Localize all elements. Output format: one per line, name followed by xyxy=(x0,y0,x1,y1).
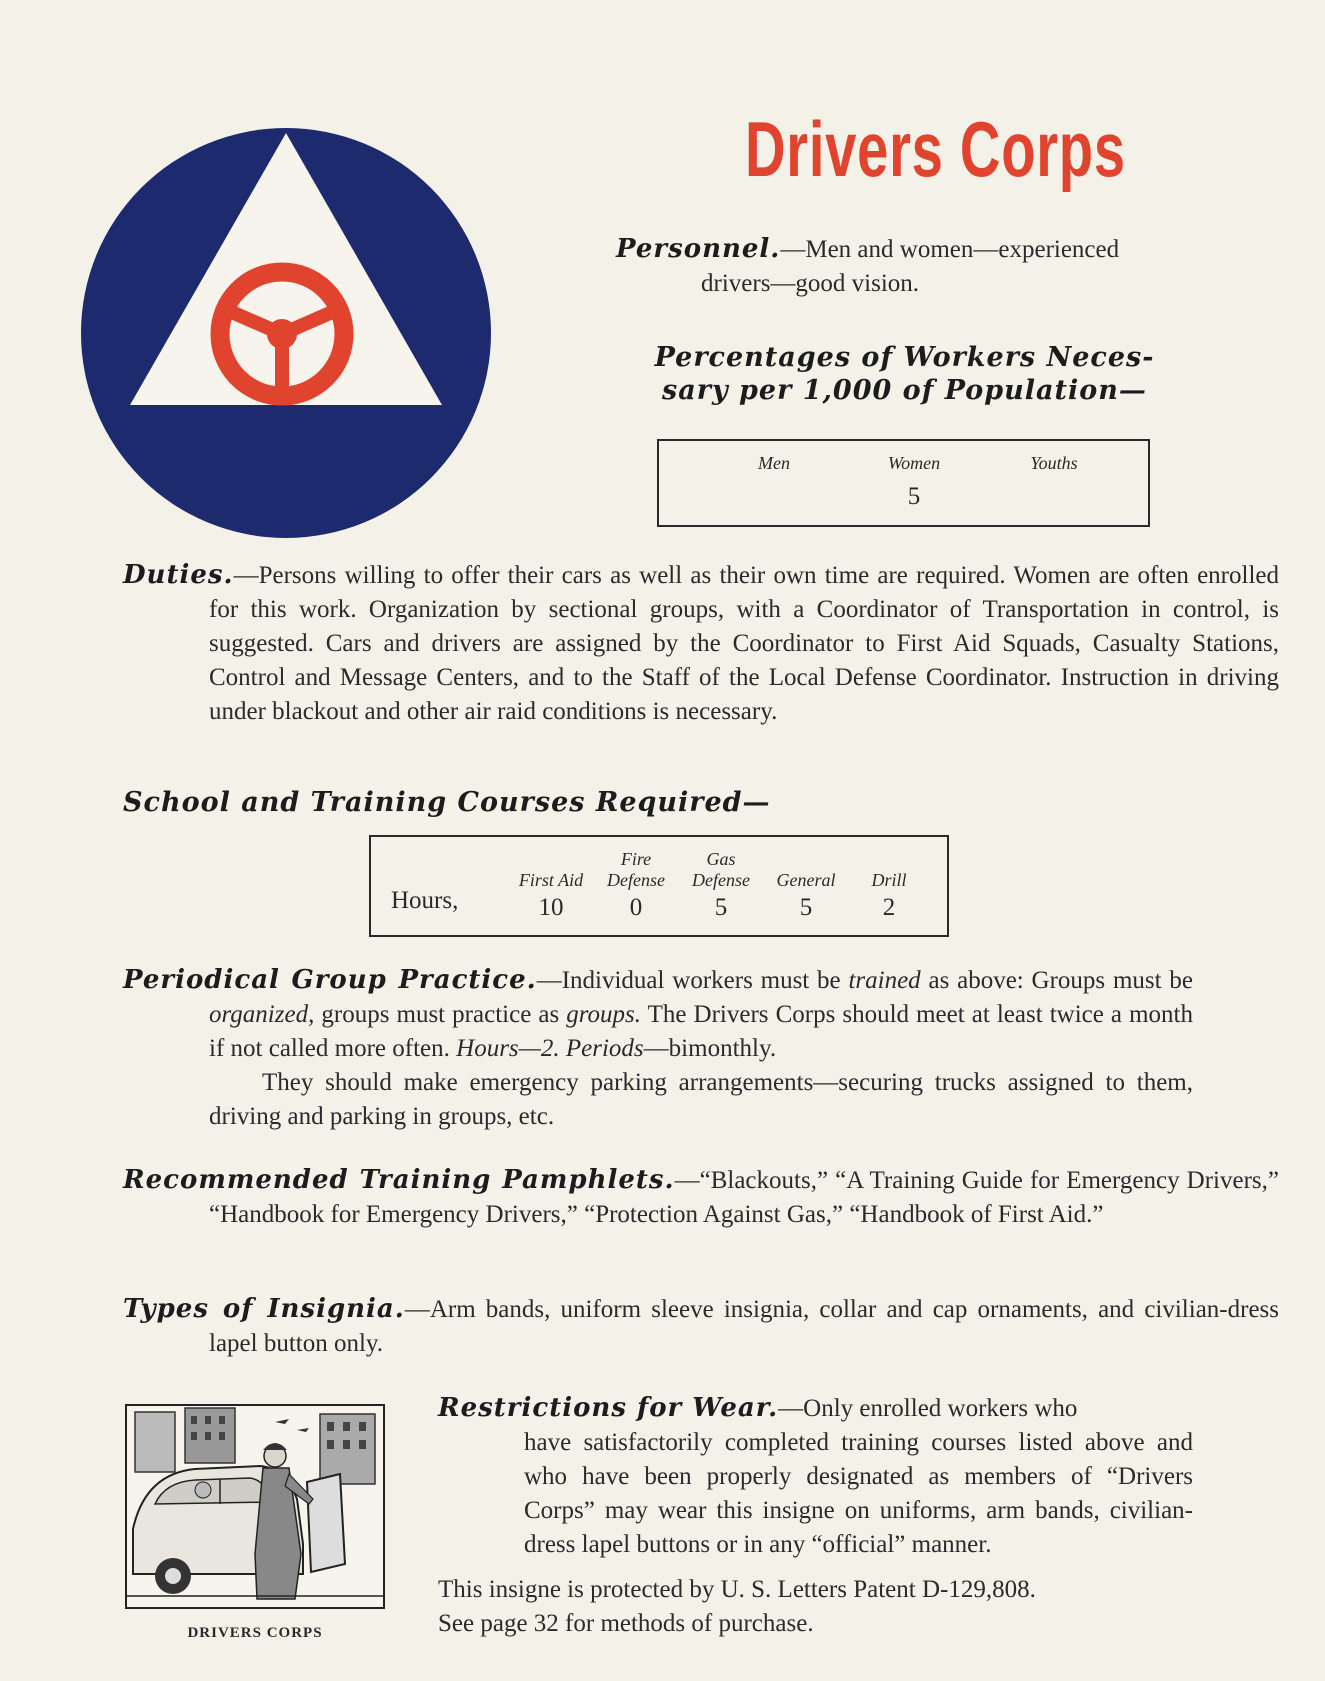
column-header-fire-top: Fire xyxy=(620,849,652,869)
column-header-gas-top: Gas xyxy=(706,849,736,869)
restrictions-first-line: —Only enrolled workers who xyxy=(778,1395,1078,1422)
duties-heading: Duties. xyxy=(123,560,234,590)
periodical-text-6: —bimonthly. xyxy=(643,1035,777,1062)
duties-section xyxy=(123,558,1279,729)
population-table xyxy=(657,439,1150,527)
periodical-paragraph-2: They should make emergency parking arrangements—securing trucks assigned to them, driving and parking in groups, etc. xyxy=(209,1069,1193,1130)
pamphlets-section xyxy=(123,1163,1279,1232)
personnel-section xyxy=(616,232,1193,301)
column-header-women: Women xyxy=(887,453,941,473)
periodical-emph-hours: Hours—2. xyxy=(456,1035,560,1062)
periodical-text-2: as above: Groups must be xyxy=(920,967,1193,994)
periodical-text-3: groups must practice as xyxy=(314,1001,567,1028)
periodical-text-1: —Individual workers must be xyxy=(536,967,849,994)
periodical-emph-trained: trained xyxy=(848,967,921,994)
personnel-line2: drivers—good vision. xyxy=(701,270,920,297)
pamphlets-heading: Recommended Training Pamphlets. xyxy=(123,1165,675,1195)
percentages-heading xyxy=(616,341,1193,407)
driver-car-illustration xyxy=(125,1404,385,1609)
purchase-note: See page 32 for methods of purchase. xyxy=(438,1610,814,1637)
value-fire-defense: 0 xyxy=(629,894,643,921)
restrictions-text: have satisfactorily completed training courses listed above and who have been properly designated as members of “Drivers Corps” may wear this insigne on uniforms, arm bands, civilian-dress lapel buttons or in any “official” manner. xyxy=(524,1429,1193,1558)
personnel-line1: —Men and women—experienced xyxy=(780,236,1120,263)
insignia-section xyxy=(123,1292,1279,1361)
percentages-heading-line1: Percentages of Workers Neces- xyxy=(654,342,1155,373)
restrictions-heading: Restrictions for Wear. xyxy=(438,1393,779,1423)
periodical-text-4: The Drivers Corps should meet at least twice a month if not called more often. xyxy=(209,1001,1193,1062)
percentages-heading-line2: sary per 1,000 of Population— xyxy=(662,375,1147,406)
column-header-drill: Drill xyxy=(871,870,907,890)
periodical-emph-groups: groups. xyxy=(566,1001,642,1028)
value-drill: 2 xyxy=(882,894,896,921)
personnel-heading: Personnel. xyxy=(616,234,781,264)
illustration-caption: DRIVERS CORPS xyxy=(187,1625,323,1641)
value-gas-defense: 5 xyxy=(714,894,728,921)
insignia-text: —Arm bands, uniform sleeve insignia, collar and cap ornaments, and civilian-dress lapel button only. xyxy=(209,1296,1279,1357)
column-header-first-aid: First Aid xyxy=(518,870,584,890)
column-header-fire-defense: Defense xyxy=(607,870,665,890)
page-title: Drivers Corps xyxy=(745,105,1126,193)
periodical-heading: Periodical Group Practice. xyxy=(123,965,537,995)
value-general: 5 xyxy=(799,894,813,921)
periodical-practice-section xyxy=(123,963,1193,1134)
duties-text: —Persons willing to offer their cars as well as their own time are required. Women are often enrolled for this work. Organization by sectional groups, with a Coordinator of Transportation in control, is suggested. Cars and drivers are assigned by the Coordinator to First Aid Squads, Casualty Stations, Control and Message Centers, and to the Staff of the Local Defense Coordinator. Instruction in driving under blackout and other air raid conditions is necessary. xyxy=(209,562,1279,725)
insignia-heading: Types of Insignia. xyxy=(123,1294,405,1324)
column-header-gas-defense: Defense xyxy=(692,870,750,890)
periodical-emph-periods: Periods xyxy=(565,1035,644,1062)
patent-note: This insigne is protected by U. S. Letters Patent D-129,808. xyxy=(438,1576,1036,1603)
value-first-aid: 10 xyxy=(538,894,564,921)
drivers-corps-emblem xyxy=(35,128,537,538)
column-header-youths: Youths xyxy=(1030,453,1078,473)
training-hours-table xyxy=(369,835,949,937)
periodical-emph-organized: organized, xyxy=(209,1001,315,1028)
pamphlets-text: —“Blackouts,” “A Training Guide for Emergency Drivers,” “Handbook for Emergency Drivers,” “Protection Against Gas,” “Handbook of First Aid.” xyxy=(209,1167,1279,1228)
column-header-men: Men xyxy=(758,453,790,473)
value-women: 5 xyxy=(907,483,921,510)
restrictions-section xyxy=(438,1391,1193,1562)
school-courses-heading: School and Training Courses Required— xyxy=(123,787,771,818)
hours-row-label: Hours, xyxy=(391,887,459,914)
patent-notes xyxy=(438,1573,1193,1641)
column-header-general: General xyxy=(776,870,836,890)
